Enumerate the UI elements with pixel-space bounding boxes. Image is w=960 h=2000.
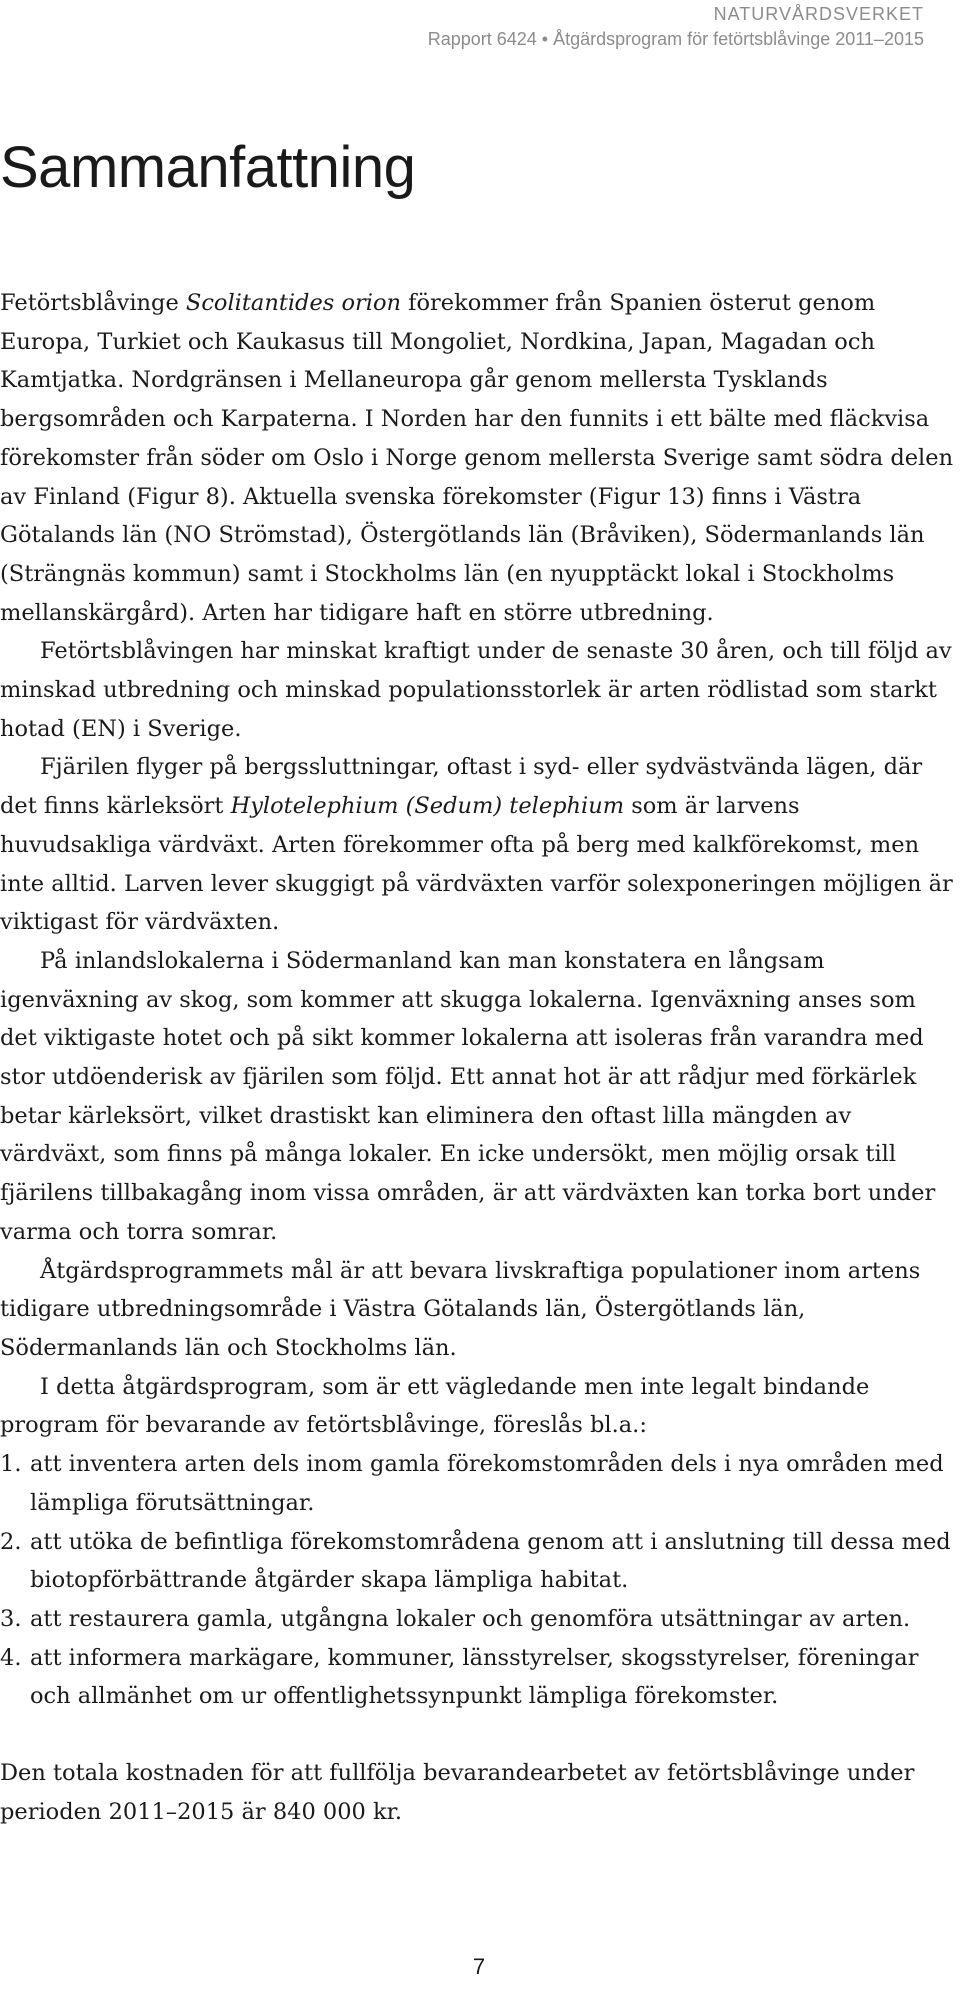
page-number: 7 xyxy=(472,1954,486,1979)
list-item xyxy=(0,1523,958,1600)
list-item-text: att inventera arten dels inom gamla förekomstområden dels i nya områden med lämpliga förutsättningar. xyxy=(30,1451,944,1516)
species-name: Scolitantides orion xyxy=(185,290,402,316)
list-item xyxy=(0,1445,958,1522)
summary-body xyxy=(0,284,958,1831)
paragraph-distribution xyxy=(0,284,958,632)
list-item-text: att utöka de befintliga förekomstområdena genom att i anslutning till dessa med biotopförbättrande åtgärder skapa lämpliga habitat. xyxy=(30,1528,951,1594)
list-item-number: 4. xyxy=(0,1644,22,1671)
paragraph-goal: Åtgärdsprogrammets mål är att bevara livskraftiga populationer inom artens tidigare utbredningsområde i Västra Götalands län, Östergötlands län, Södermanlands län och Stockholms län. xyxy=(0,1257,921,1361)
page-title: Sammanfattning xyxy=(0,135,416,200)
list-item-text: att informera markägare, kommuner, länsstyrelser, skogsstyrelser, föreningar och allmänhet om ur offentlighetssynpunkt lämpliga förekomster. xyxy=(30,1644,919,1710)
list-item-number: 3. xyxy=(0,1605,22,1632)
host-plant-name: Hylotelephium (Sedum) telephium xyxy=(230,793,625,820)
paragraph-threats: På inlandslokalerna i Södermanland kan man konstatera en långsam igenväxning av skog, som kommer att skugga lokalerna. Igenväxning anses som det viktigaste hotet och på sikt kommer lokalerna att isoleras från varandra med stor utdöenderisk av fjärilen som följd. Ett annat hot är att rådjur med förkärlek betar kärleksört, vilket drastiskt kan eliminera den oftast lilla mängden av värdväxt, som finns på många lokaler. En icke undersökt, men möjlig orsak till fjärilens tillbakagång inom vissa områden, är att värdväxten kan torka bort under varma och torra somrar. xyxy=(0,947,936,1245)
publisher-name: NATURVÅRDSVERKET xyxy=(713,4,924,24)
report-title: Rapport 6424 • Åtgärdsprogram för fetörtsblåvinge 2011–2015 xyxy=(427,29,924,49)
paragraph-habitat xyxy=(0,748,958,942)
para3-before: Fjärilen flyger på bergssluttningar, oftast i syd- eller sydvästvända lägen, där det finns kärleksört xyxy=(0,754,923,820)
list-item-number: 2. xyxy=(0,1528,22,1555)
para1-before: Fetörtsblåvinge xyxy=(0,290,186,316)
paragraph-cost: Den totala kostnaden för att fullfölja bevarandearbetet av fetörtsblåvinge under perioden 2011–2015 är 840 000 kr. xyxy=(0,1760,915,1825)
para3-after: som är larvens huvudsakliga värdväxt. Arten förekommer ofta på berg med kalkförekomst, men inte alltid. Larven lever skuggigt på värdväxten varför solexponeringen möjligen är viktigast för värdväxten. xyxy=(0,793,953,936)
page-header xyxy=(428,0,924,52)
list-item xyxy=(0,1600,958,1639)
list-item-number: 1. xyxy=(0,1451,22,1478)
paragraph-decline: Fetörtsblåvingen har minskat kraftigt under de senaste 30 åren, och till följd av minskad utbredning och minskad populationsstorlek är arten rödlistad som starkt hotad (EN) i Sverige. xyxy=(0,638,952,742)
list-item-text: att restaurera gamla, utgångna lokaler och genomföra utsättningar av arten. xyxy=(30,1605,911,1632)
list-item xyxy=(0,1639,958,1716)
para1-after: förekommer från Spanien österut genom Europa, Turkiet och Kaukasus till Mongoliet, Nordkina, Japan, Magadan och Kamtjatka. Nordgränsen i Mellaneuropa går genom mellersta Tysklands bergsområden och Karpaterna. I Norden har den funnits i ett bälte med fläckvisa förekomster från söder om Oslo i Norge genom mellersta Sverige samt södra delen av Finland (Figur 8). Aktuella svenska förekomster (Figur 13) finns i Västra Götalands län (NO Strömstad), Östergötlands län (Bråviken), Södermanlands län (Strängnäs kommun) samt i Stockholms län (en nyupptäckt lokal i Stockholms mellanskärgård). Arten har tidigare haft en större utbredning. xyxy=(0,290,954,626)
measures-list xyxy=(0,1445,958,1716)
paragraph-measures-intro: I detta åtgärdsprogram, som är ett vägledande men inte legalt bindande program för bevarande av fetörtsblåvinge, föreslås bl.a.: xyxy=(0,1373,870,1439)
